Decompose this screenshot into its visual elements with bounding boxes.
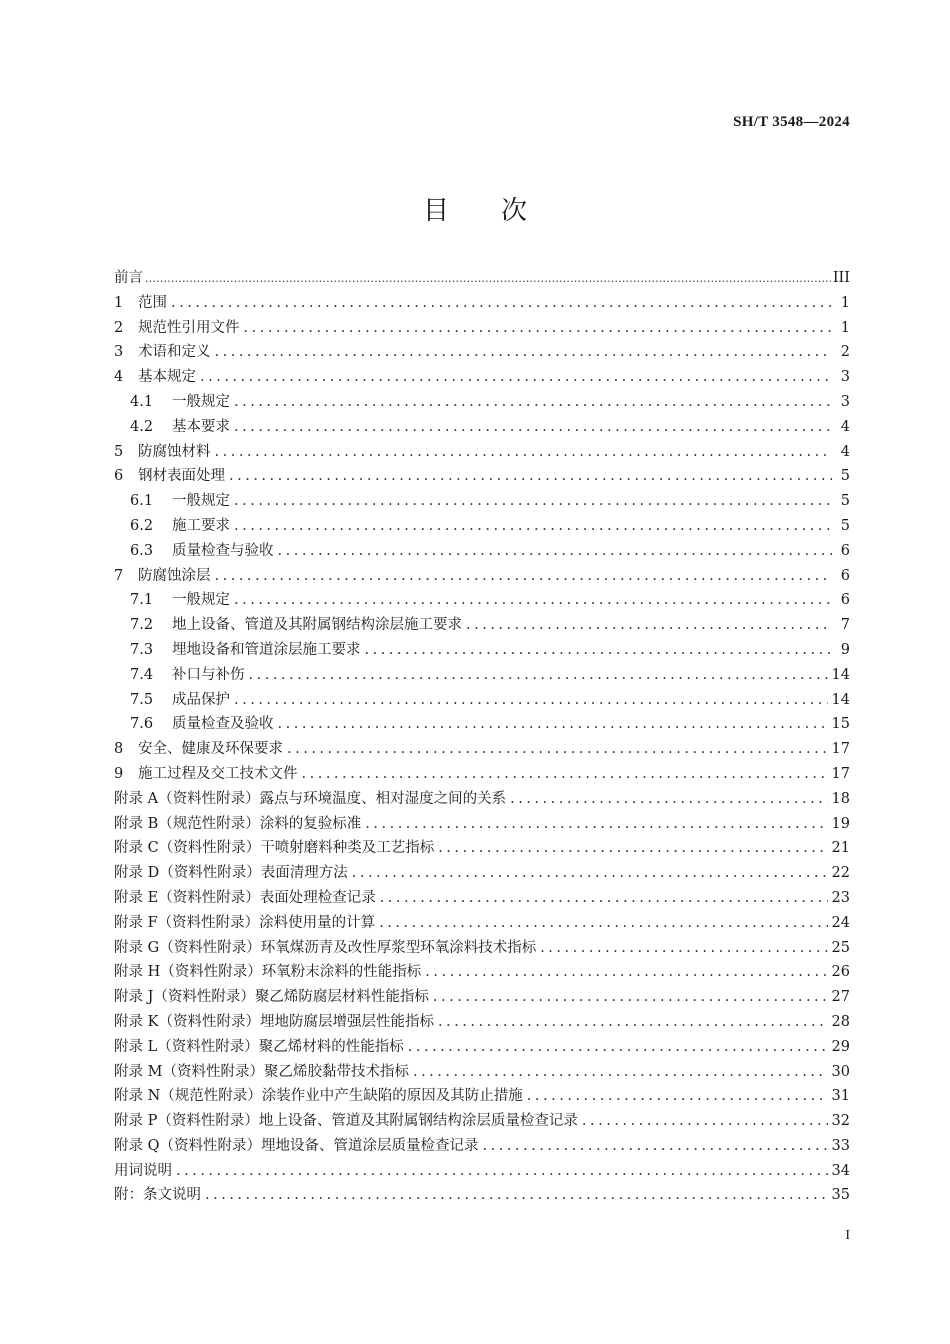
toc-entry-page: III <box>832 270 850 286</box>
toc-entry-title: 附录 N（规范性附录）涂装作业中产生缺陷的原因及其防止措施 <box>114 1088 523 1105</box>
toc-leader-dots <box>582 1109 828 1134</box>
toc-entry[interactable] <box>114 340 850 365</box>
toc-entry-title: 地上设备、管道及其附属钢结构涂层施工要求 <box>172 617 462 634</box>
toc-entry[interactable] <box>114 539 850 564</box>
toc-leader-dots <box>234 415 832 440</box>
toc-entry-number: 6 <box>114 468 124 485</box>
toc-entry-title: 一般规定 <box>172 393 230 410</box>
toc-leader-dots <box>215 440 833 465</box>
toc-leader-dots <box>287 737 828 762</box>
toc-leader-dots <box>244 316 833 341</box>
toc-entry[interactable] <box>114 588 850 613</box>
toc-entry[interactable] <box>114 1159 850 1184</box>
toc-entry-title: 用词说明 <box>114 1162 172 1179</box>
toc-entry[interactable] <box>114 812 850 837</box>
toc-entry-page: 17 <box>831 741 850 758</box>
toc-entry-page: 6 <box>840 567 850 584</box>
toc-entry[interactable] <box>114 1060 850 1085</box>
toc-leader-dots <box>215 340 833 365</box>
toc-entry-page: 4 <box>840 443 850 460</box>
toc-entry-page: 18 <box>831 790 850 807</box>
toc-entry[interactable] <box>114 1183 850 1208</box>
toc-entry-title: 范围 <box>138 294 167 311</box>
toc-leader-dots <box>200 365 832 390</box>
toc-leader-dots <box>278 712 828 737</box>
toc-leader-dots <box>302 762 828 787</box>
toc-entry-page: 32 <box>831 1113 850 1130</box>
toc-leader-dots <box>176 1159 828 1184</box>
toc-entry-page: 35 <box>831 1187 850 1204</box>
toc-entry-number: 4 <box>114 369 124 386</box>
toc-entry-title: 附录 F（资料性附录）涂料使用量的计算 <box>114 914 376 931</box>
table-of-contents <box>114 266 850 1208</box>
toc-entry[interactable] <box>114 861 850 886</box>
toc-entry-number: 7.6 <box>130 716 154 733</box>
toc-entry[interactable] <box>114 985 850 1010</box>
toc-entry[interactable] <box>114 836 850 861</box>
toc-entry-page: 27 <box>831 989 850 1006</box>
toc-entry[interactable] <box>114 266 850 291</box>
toc-entry-number: 7.4 <box>130 666 154 683</box>
toc-leader-dots <box>234 489 832 514</box>
toc-entry-page: 15 <box>831 716 850 733</box>
toc-entry-title: 前言 <box>114 270 143 286</box>
toc-leader-dots <box>205 1183 828 1208</box>
toc-entry-page: 26 <box>831 964 850 981</box>
toc-entry-title: 施工要求 <box>172 517 230 534</box>
toc-leader-dots <box>413 1060 828 1085</box>
toc-entry-number: 7.2 <box>130 617 154 634</box>
toc-entry[interactable] <box>114 663 850 688</box>
toc-entry-title: 质量检查及验收 <box>172 716 274 733</box>
toc-entry-title: 附录 A（资料性附录）露点与环境温度、相对湿度之间的关系 <box>114 790 507 807</box>
toc-entry[interactable] <box>114 440 850 465</box>
toc-entry[interactable] <box>114 936 850 961</box>
toc-leader-dots <box>379 911 827 936</box>
toc-entry-title: 附录 C（资料性附录）干喷射磨料种类及工艺指标 <box>114 840 435 857</box>
toc-entry-title: 施工过程及交工技术文件 <box>138 765 298 782</box>
page-title: 目次 <box>422 196 579 226</box>
toc-leader-dots <box>278 539 833 564</box>
toc-entry-title: 一般规定 <box>172 592 230 609</box>
toc-entry[interactable] <box>114 960 850 985</box>
toc-entry[interactable] <box>114 365 850 390</box>
toc-entry-page: 9 <box>840 641 850 658</box>
toc-leader-dots <box>249 663 828 688</box>
toc-entry-number: 5 <box>114 443 124 460</box>
toc-leader-dots <box>365 812 827 837</box>
toc-entry-number: 4.2 <box>130 418 154 435</box>
toc-entry[interactable] <box>114 911 850 936</box>
toc-entry-number: 4.1 <box>130 393 154 410</box>
toc-entry[interactable] <box>114 1035 850 1060</box>
toc-entry-page: 4 <box>840 418 850 435</box>
toc-entry-page: 1 <box>840 294 850 311</box>
toc-entry-title: 附录 J（资料性附录）聚乙烯防腐层材料性能指标 <box>114 989 429 1006</box>
toc-entry-title: 附录 K（资料性附录）埋地防腐层增强层性能指标 <box>114 1013 434 1030</box>
page-number: I <box>845 1228 850 1243</box>
toc-entry[interactable] <box>114 1084 850 1109</box>
toc-entry-title: 成品保护 <box>172 691 230 708</box>
toc-leader-dots <box>438 1010 828 1035</box>
toc-entry[interactable] <box>114 886 850 911</box>
toc-entry-page: 33 <box>831 1137 850 1154</box>
toc-entry-title: 附录 Q（资料性附录）埋地设备、管道涂层质量检查记录 <box>114 1137 479 1154</box>
toc-leader-dots <box>540 936 827 961</box>
toc-entry-page: 19 <box>831 815 850 832</box>
toc-entry[interactable] <box>114 291 850 316</box>
toc-entry-number: 1 <box>114 294 124 311</box>
toc-entry-page: 14 <box>831 691 850 708</box>
toc-entry[interactable] <box>114 1134 850 1159</box>
document-code: SH/T 3548—2024 <box>733 114 850 130</box>
toc-entry[interactable] <box>114 489 850 514</box>
toc-leader-dots <box>352 861 828 886</box>
toc-entry[interactable] <box>114 390 850 415</box>
toc-entry[interactable] <box>114 613 850 638</box>
toc-entry-title: 附录 G（资料性附录）环氧煤沥青及改性厚浆型环氧涂料技术指标 <box>114 939 537 956</box>
toc-entry[interactable] <box>114 564 850 589</box>
toc-entry-title: 规范性引用文件 <box>138 319 240 336</box>
toc-entry-page: 21 <box>831 840 850 857</box>
toc-entry-page: 29 <box>831 1038 850 1055</box>
toc-leader-dots <box>483 1134 828 1159</box>
toc-leader-dots <box>527 1084 828 1109</box>
toc-entry-page: 6 <box>840 542 850 559</box>
toc-entry[interactable] <box>114 1010 850 1035</box>
toc-entry-title: 附录 H（资料性附录）环氧粉末涂料的性能指标 <box>114 964 422 981</box>
toc-entry[interactable] <box>114 415 850 440</box>
toc-entry-title: 防腐蚀材料 <box>138 443 211 460</box>
toc-leader-dots <box>433 985 828 1010</box>
toc-entry-page: 5 <box>840 517 850 534</box>
toc-entry-page: 22 <box>831 865 850 882</box>
toc-entry-number: 7.3 <box>130 641 154 658</box>
toc-entry-number: 2 <box>114 319 124 336</box>
toc-entry-title: 附录 B（规范性附录）涂料的复验标准 <box>114 815 362 832</box>
toc-leader-dots <box>171 291 832 316</box>
toc-entry-title: 基本要求 <box>172 418 230 435</box>
toc-leader-dots <box>365 638 833 663</box>
toc-leader-dots <box>234 588 832 613</box>
toc-entry[interactable] <box>114 638 850 663</box>
toc-entry-page: 2 <box>840 344 850 361</box>
toc-entry-page: 3 <box>840 369 850 386</box>
toc-entry[interactable] <box>114 1109 850 1134</box>
toc-entry-page: 23 <box>831 889 850 906</box>
toc-entry-title: 附录 P（资料性附录）地上设备、管道及其附属钢结构涂层质量检查记录 <box>114 1113 578 1130</box>
toc-entry-title: 附录 L（资料性附录）聚乙烯材料的性能指标 <box>114 1038 404 1055</box>
toc-entry[interactable] <box>114 737 850 762</box>
toc-entry-title: 钢材表面处理 <box>138 468 225 485</box>
toc-entry[interactable] <box>114 762 850 787</box>
toc-entry-page: 6 <box>840 592 850 609</box>
toc-entry-number: 9 <box>114 765 124 782</box>
toc-leader-dots <box>438 836 827 861</box>
toc-entry[interactable] <box>114 688 850 713</box>
toc-leader-dots <box>234 688 828 713</box>
toc-leader-dots <box>466 613 832 638</box>
toc-entry-number: 7.5 <box>130 691 154 708</box>
toc-entry[interactable] <box>114 514 850 539</box>
toc-leader-dots <box>408 1035 828 1060</box>
toc-entry[interactable] <box>114 787 850 812</box>
toc-entry-page: 24 <box>831 914 850 931</box>
toc-entry-title: 附录 E（资料性附录）表面处理检查记录 <box>114 889 376 906</box>
toc-entry-title: 附：条文说明 <box>114 1187 201 1204</box>
toc-entry-title: 附录 D（资料性附录）表面清理方法 <box>114 865 348 882</box>
toc-entry-number: 7.1 <box>130 592 154 609</box>
toc-leader-dots <box>145 267 831 292</box>
toc-entry-page: 25 <box>831 939 850 956</box>
toc-entry-page: 1 <box>840 319 850 336</box>
toc-leader-dots <box>229 464 832 489</box>
toc-entry-page: 34 <box>831 1162 850 1179</box>
toc-leader-dots <box>380 886 828 911</box>
toc-entry-page: 5 <box>840 493 850 510</box>
toc-entry-page: 30 <box>831 1063 850 1080</box>
toc-entry-title: 补口与补伤 <box>172 666 245 683</box>
toc-entry-page: 3 <box>840 393 850 410</box>
toc-entry-title: 一般规定 <box>172 493 230 510</box>
toc-entry-title: 术语和定义 <box>138 344 211 361</box>
toc-leader-dots <box>510 787 827 812</box>
toc-entry-page: 5 <box>840 468 850 485</box>
toc-entry-page: 14 <box>831 666 850 683</box>
toc-entry[interactable] <box>114 316 850 341</box>
toc-entry-number: 6.2 <box>130 517 154 534</box>
toc-entry-number: 3 <box>114 344 124 361</box>
toc-leader-dots <box>425 960 827 985</box>
toc-entry-page: 7 <box>840 617 850 634</box>
toc-leader-dots <box>234 390 832 415</box>
toc-entry-title: 附录 M（资料性附录）聚乙烯胶黏带技术指标 <box>114 1063 409 1080</box>
toc-entry-title: 防腐蚀涂层 <box>138 567 211 584</box>
toc-leader-dots <box>234 514 832 539</box>
toc-entry-title: 安全、健康及环保要求 <box>138 741 283 758</box>
toc-entry-number: 6.3 <box>130 542 154 559</box>
toc-entry-page: 28 <box>831 1013 850 1030</box>
toc-entry[interactable] <box>114 464 850 489</box>
toc-entry-title: 质量检查与验收 <box>172 542 274 559</box>
toc-entry-title: 基本规定 <box>138 369 196 386</box>
toc-entry[interactable] <box>114 712 850 737</box>
toc-entry-page: 31 <box>831 1088 850 1105</box>
toc-entry-number: 7 <box>114 567 124 584</box>
toc-entry-title: 埋地设备和管道涂层施工要求 <box>172 641 361 658</box>
toc-entry-page: 17 <box>831 765 850 782</box>
toc-leader-dots <box>215 564 833 589</box>
toc-entry-number: 8 <box>114 741 124 758</box>
toc-entry-number: 6.1 <box>130 493 154 510</box>
